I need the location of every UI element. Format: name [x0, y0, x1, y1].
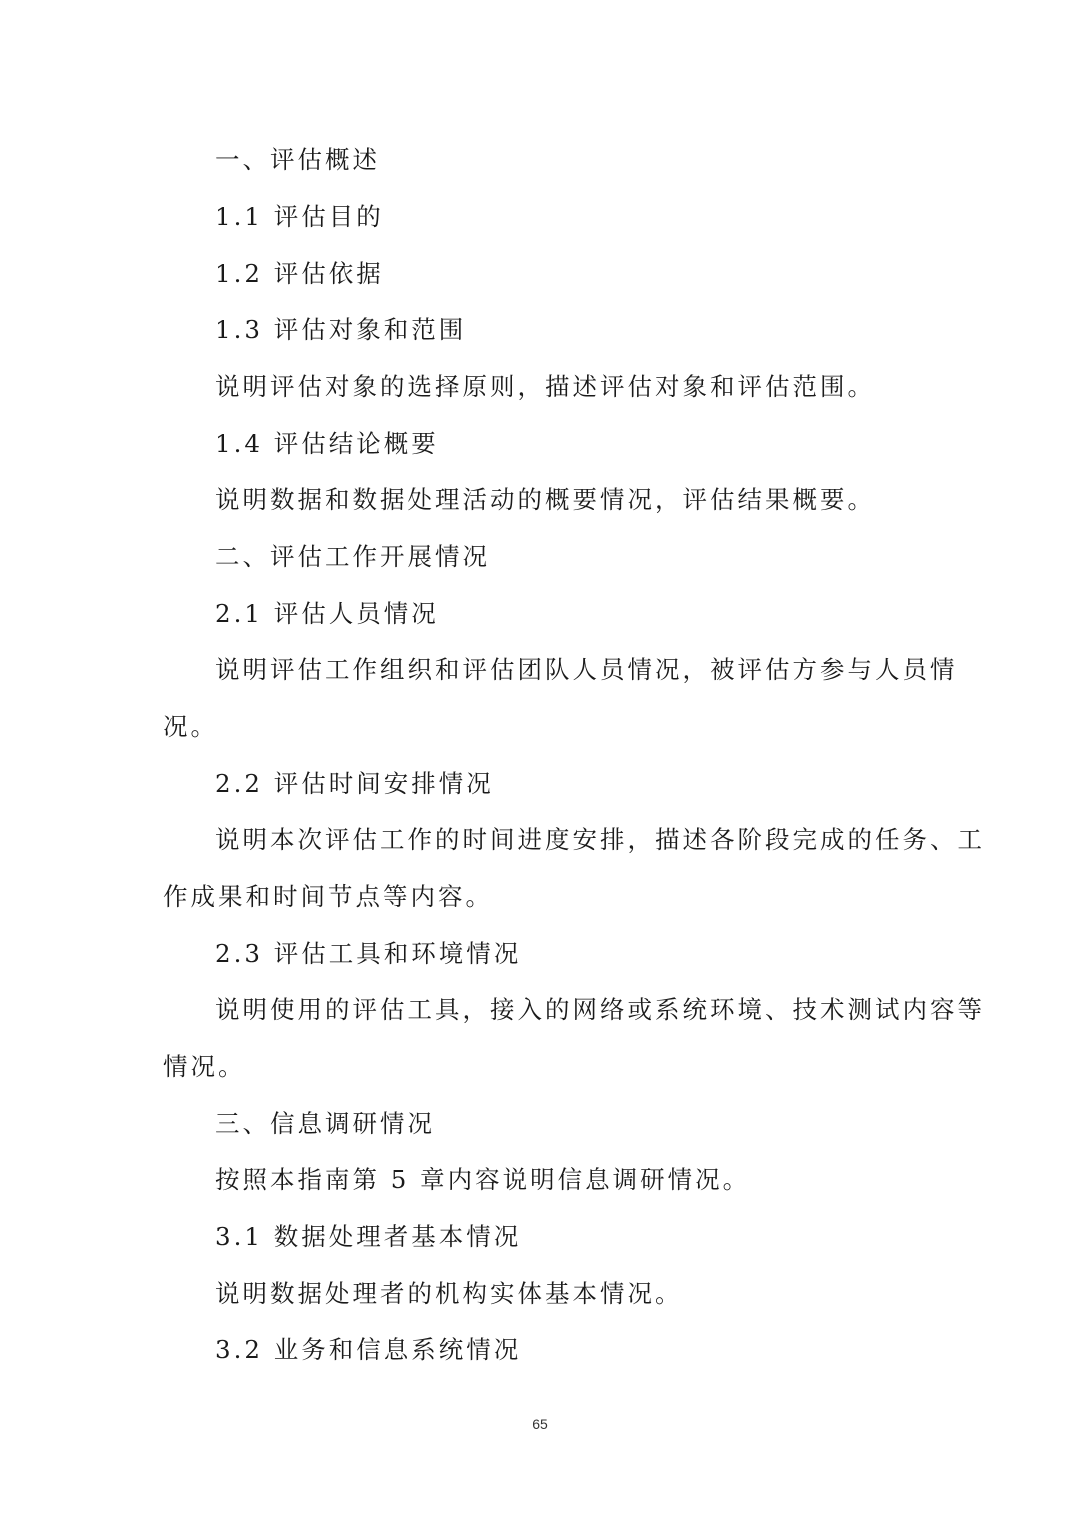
subsection-heading: 2.2 评估时间安排情况	[215, 769, 494, 798]
subsection-heading: 1.3 评估对象和范围	[215, 315, 467, 344]
section-heading: 二、评估工作开展情况	[215, 542, 490, 571]
paragraph-line: 说明评估对象的选择原则，描述评估对象和评估范围。	[215, 372, 875, 401]
page-number: 65	[532, 1416, 548, 1432]
paragraph-line: 说明使用的评估工具，接入的网络或系统环境、技术测试内容等	[215, 995, 985, 1024]
subsection-heading: 1.4 评估结论概要	[215, 429, 439, 458]
section-heading: 一、评估概述	[215, 145, 380, 174]
paragraph-line: 说明评估工作组织和评估团队人员情况，被评估方参与人员情	[215, 655, 958, 684]
paragraph-line: 作成果和时间节点等内容。	[163, 882, 493, 911]
paragraph-line: 按照本指南第 5 章内容说明信息调研情况。	[215, 1165, 751, 1194]
section-heading: 三、信息调研情况	[215, 1109, 435, 1138]
subsection-heading: 3.2 业务和信息系统情况	[215, 1335, 522, 1364]
paragraph-line: 况。	[163, 712, 218, 741]
paragraph-line: 说明本次评估工作的时间进度安排，描述各阶段完成的任务、工	[215, 825, 985, 854]
subsection-heading: 3.1 数据处理者基本情况	[215, 1222, 522, 1251]
paragraph-line: 说明数据处理者的机构实体基本情况。	[215, 1279, 683, 1308]
paragraph-line: 情况。	[163, 1052, 246, 1081]
subsection-heading: 2.3 评估工具和环境情况	[215, 939, 522, 968]
subsection-heading: 2.1 评估人员情况	[215, 599, 439, 628]
subsection-heading: 1.2 评估依据	[215, 259, 384, 288]
subsection-heading: 1.1 评估目的	[215, 202, 384, 231]
paragraph-line: 说明数据和数据处理活动的概要情况，评估结果概要。	[215, 485, 875, 514]
